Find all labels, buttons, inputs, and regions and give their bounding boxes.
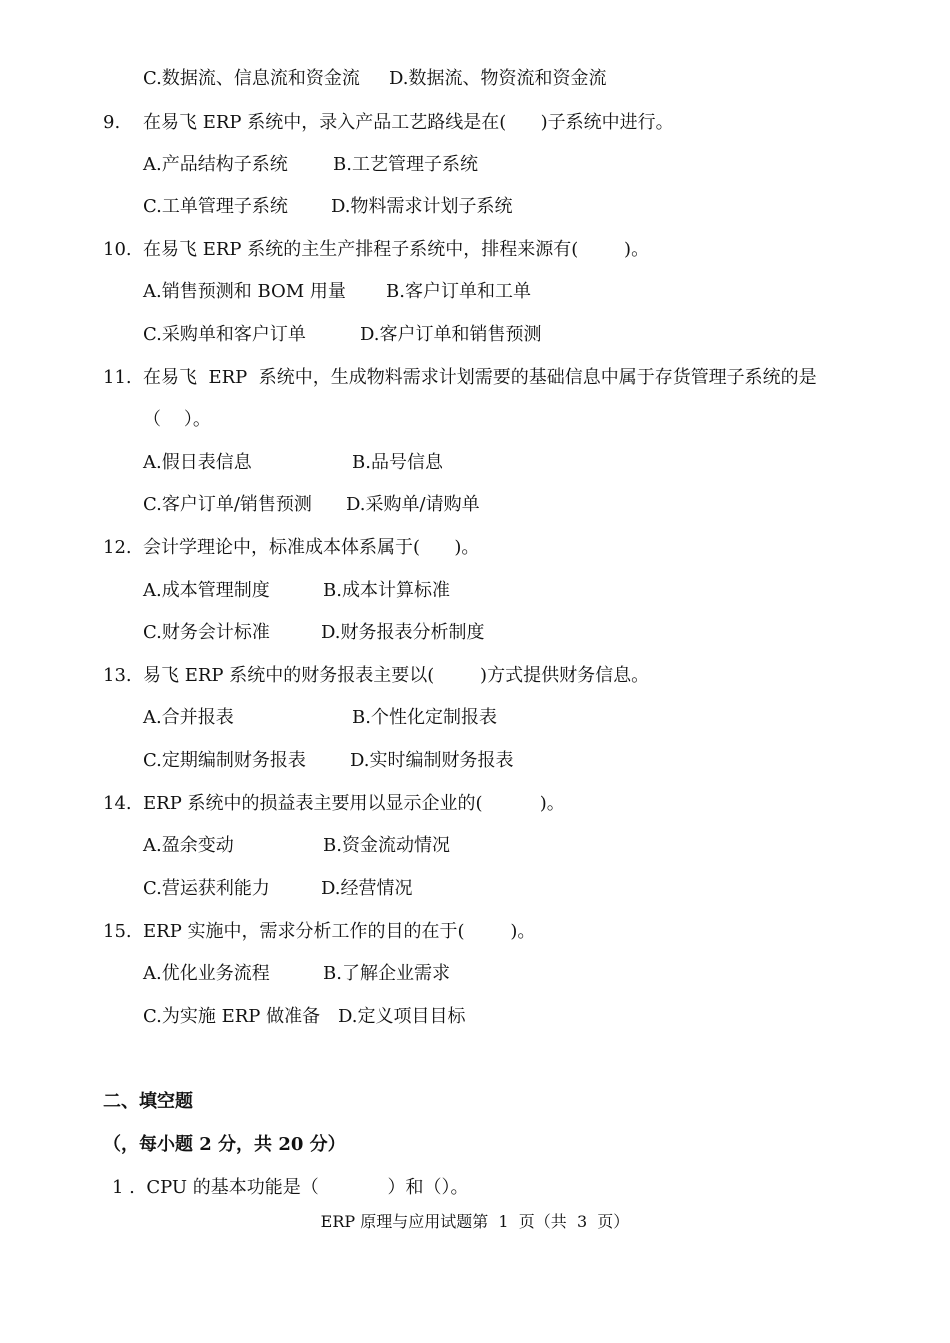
option-c: C.客户订单/销售预测 — [143, 494, 312, 515]
question-number: 10. — [103, 239, 132, 260]
option-a: A.成本管理制度 — [143, 580, 270, 601]
question-text: 在易飞 ERP 系统中，录入产品工艺路线是在( )子系统中进行。 — [143, 112, 674, 133]
option-d: D.数据流、物资流和资金流 — [389, 68, 607, 89]
question-text: 会计学理论中，标准成本体系属于( )。 — [143, 537, 480, 558]
option-b: B.个性化定制报表 — [352, 707, 497, 728]
question-number: 9. — [103, 112, 121, 133]
option-d: D.财务报表分析制度 — [321, 622, 485, 643]
option-c: C.定期编制财务报表 — [143, 750, 306, 771]
question-text: 在易飞 ERP 系统中，生成物料需求计划需要的基础信息中属于存货管理子系统的是 — [143, 367, 817, 388]
option-a: A.假日表信息 — [143, 452, 252, 473]
question-number: 15. — [103, 921, 132, 942]
fill-blank-item: 1 . CPU 的基本功能是（ ）和（）。 — [112, 1177, 469, 1198]
option-c: C.营运获利能力 — [143, 878, 270, 899]
option-b: B.品号信息 — [352, 452, 443, 473]
option-a: A.销售预测和 BOM 用量 — [143, 281, 346, 302]
option-c: C.工单管理子系统 — [143, 196, 288, 217]
section-note: （，每小题 2 分，共 20 分） — [103, 1134, 346, 1155]
option-c: C.为实施 ERP 做准备 — [143, 1006, 321, 1027]
option-d: D.采购单/请购单 — [346, 494, 480, 515]
option-d: D.实时编制财务报表 — [350, 750, 514, 771]
page-footer: ERP 原理与应用试题第 1 页（共 3 页） — [320, 1212, 630, 1231]
option-d: D.物料需求计划子系统 — [331, 196, 513, 217]
section-title: 二、填空题 — [103, 1091, 193, 1112]
option-c: C.数据流、信息流和资金流 — [143, 68, 360, 89]
option-d: D.经营情况 — [321, 878, 413, 899]
option-d: D.定义项目目标 — [338, 1006, 466, 1027]
option-a: A.盈余变动 — [143, 835, 234, 856]
option-a: A.产品结构子系统 — [143, 154, 288, 175]
option-c: C.采购单和客户订单 — [143, 324, 306, 345]
option-c: C.财务会计标准 — [143, 622, 270, 643]
option-d: D.客户订单和销售预测 — [360, 324, 542, 345]
question-text: ERP 实施中，需求分析工作的目的在于( )。 — [143, 921, 536, 942]
question-text: 易飞 ERP 系统中的财务报表主要以( )方式提供财务信息。 — [143, 665, 650, 686]
option-a: A.合并报表 — [143, 707, 234, 728]
option-a: A.优化业务流程 — [143, 963, 270, 984]
question-number: 14. — [103, 793, 132, 814]
question-text-continued: （ ）。 — [143, 409, 211, 430]
option-b: B.成本计算标准 — [323, 580, 450, 601]
question-text: ERP 系统中的损益表主要用以显示企业的( )。 — [143, 793, 565, 814]
option-b: B.工艺管理子系统 — [333, 154, 478, 175]
option-b: B.了解企业需求 — [323, 963, 450, 984]
question-number: 13. — [103, 665, 132, 686]
question-text: 在易飞 ERP 系统的主生产排程子系统中，排程来源有( )。 — [143, 239, 650, 260]
question-number: 12. — [103, 537, 132, 558]
option-row — [143, 1005, 466, 1077]
option-b: B.资金流动情况 — [323, 835, 450, 856]
option-b: B.客户订单和工单 — [386, 281, 531, 302]
question-number: 11. — [103, 367, 132, 388]
